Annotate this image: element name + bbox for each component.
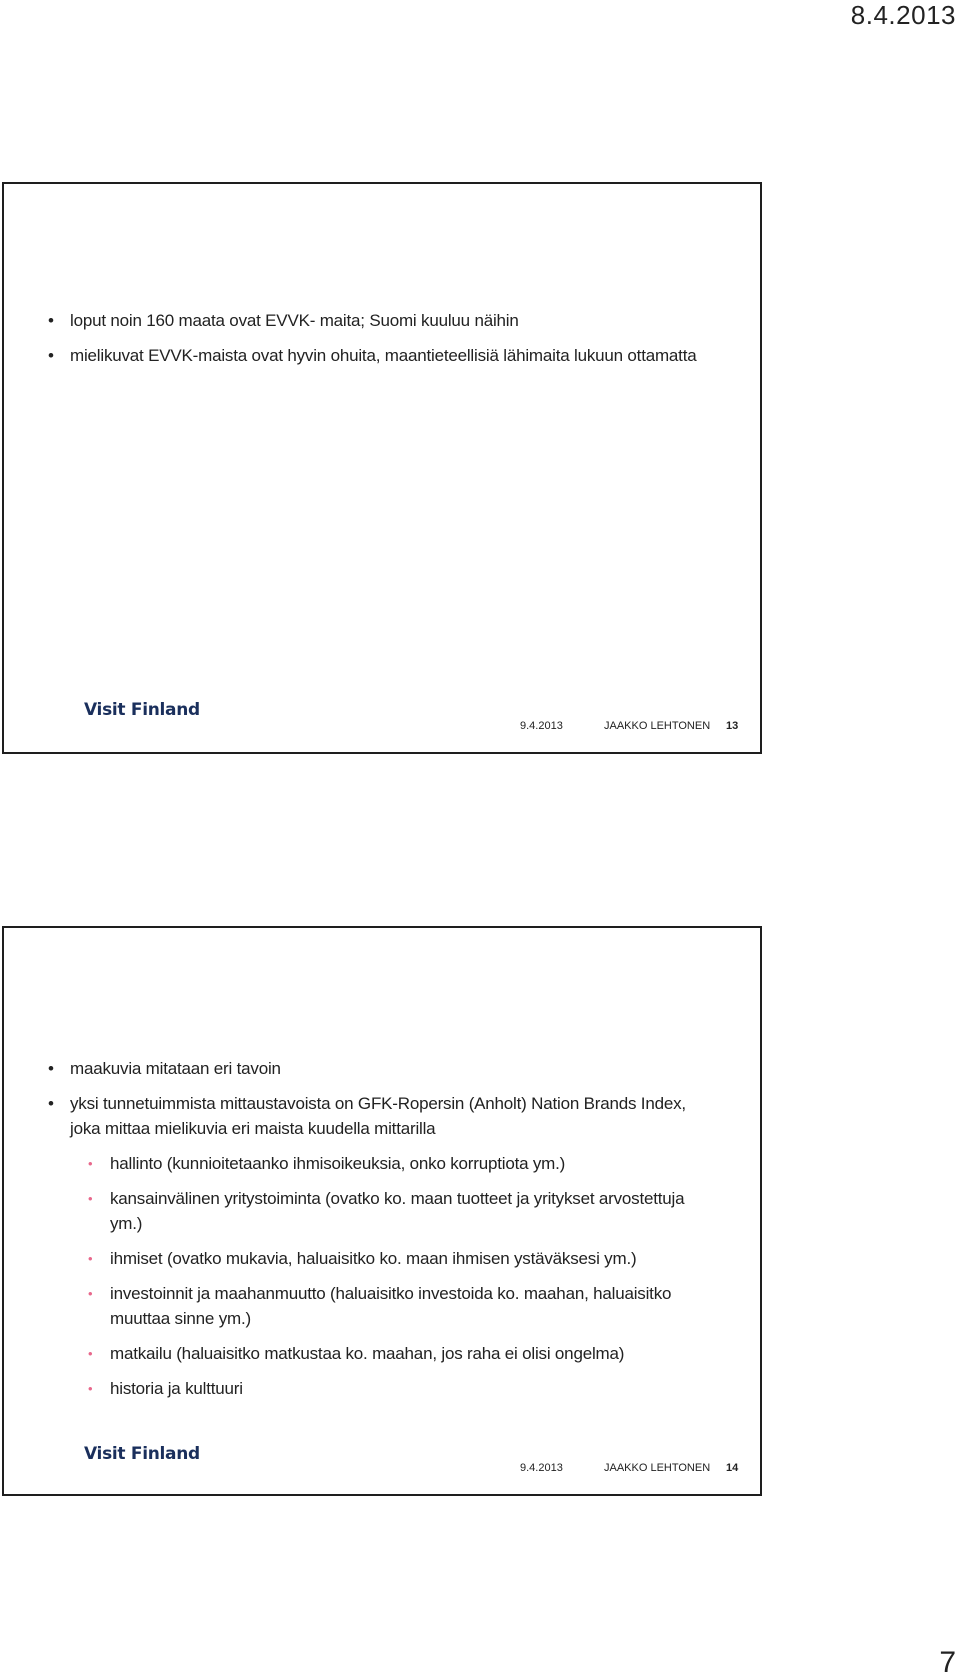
bullet-icon: • xyxy=(48,1059,54,1078)
bullet-icon: • xyxy=(48,311,54,330)
footer-author: JAAKKO LEHTONEN xyxy=(604,720,711,732)
bullet-item xyxy=(48,343,720,368)
footer-date: 9.4.2013 xyxy=(520,720,563,732)
bullet-text: loput noin 160 maata ovat EVVK- maita; Suomi kuuluu näihin xyxy=(70,311,519,330)
visit-finland-logo: Visit Finland xyxy=(84,700,200,720)
bullet-item xyxy=(48,308,720,333)
sub-bullet-icon: • xyxy=(88,1251,93,1266)
sub-bullet-icon: • xyxy=(88,1191,93,1206)
slide-14 xyxy=(2,926,762,1496)
sub-bullet-icon: • xyxy=(88,1156,93,1171)
bullet-item xyxy=(48,1056,720,1081)
footer-author: JAAKKO LEHTONEN xyxy=(604,1462,711,1474)
sub-bullet-item xyxy=(88,1151,720,1176)
sub-bullet-item xyxy=(88,1341,720,1366)
bullet-text: yksi tunnetuimmista mittaustavoista on GFK-Ropersin (Anholt) Nation Brands Index, joka mittaa mielikuvia eri maista kuudella mittarilla xyxy=(70,1094,686,1138)
sub-bullet-text: ihmiset (ovatko mukavia, haluaisitko ko. maan ihmisen ystäväksesi ym.) xyxy=(110,1249,637,1268)
sub-bullet-item xyxy=(88,1376,720,1401)
page-date: 8.4.2013 xyxy=(850,0,956,30)
bullet-list xyxy=(48,308,720,378)
visit-finland-logo: Visit Finland xyxy=(84,1444,200,1464)
sub-bullet-icon: • xyxy=(88,1381,93,1396)
footer-slide-number: 14 xyxy=(726,1462,739,1474)
slide-13 xyxy=(2,182,762,754)
sub-bullet-text: historia ja kulttuuri xyxy=(110,1379,243,1398)
sub-bullet-item xyxy=(88,1281,720,1331)
sub-bullet-text: hallinto (kunnioitetaanko ihmisoikeuksia, onko korruptiota ym.) xyxy=(110,1154,566,1173)
sub-bullet-text: investoinnit ja maahanmuutto (haluaisitko investoida ko. maahan, haluaisitko muuttaa sinne ym.) xyxy=(110,1284,672,1328)
bullet-item xyxy=(48,1091,720,1141)
sub-bullet-item xyxy=(88,1186,720,1236)
page-number: 7 xyxy=(939,1646,956,1679)
bullet-icon: • xyxy=(48,346,54,365)
bullet-list xyxy=(48,1056,720,1411)
footer-slide-number: 13 xyxy=(726,720,739,732)
sub-bullet-item xyxy=(88,1246,720,1271)
bullet-text: maakuvia mitataan eri tavoin xyxy=(70,1059,281,1078)
footer-date: 9.4.2013 xyxy=(520,1462,563,1474)
sub-bullet-icon: • xyxy=(88,1286,93,1301)
bullet-text: mielikuvat EVVK-maista ovat hyvin ohuita, maantieteellisiä lähimaita lukuun ottamatta xyxy=(70,346,697,365)
bullet-icon: • xyxy=(48,1094,54,1113)
sub-bullet-icon: • xyxy=(88,1346,93,1361)
sub-bullet-text: kansainvälinen yritystoiminta (ovatko ko. maan tuotteet ja yritykset arvostettuja ym.) xyxy=(110,1189,685,1233)
sub-bullet-text: matkailu (haluaisitko matkustaa ko. maahan, jos raha ei olisi ongelma) xyxy=(110,1344,625,1363)
